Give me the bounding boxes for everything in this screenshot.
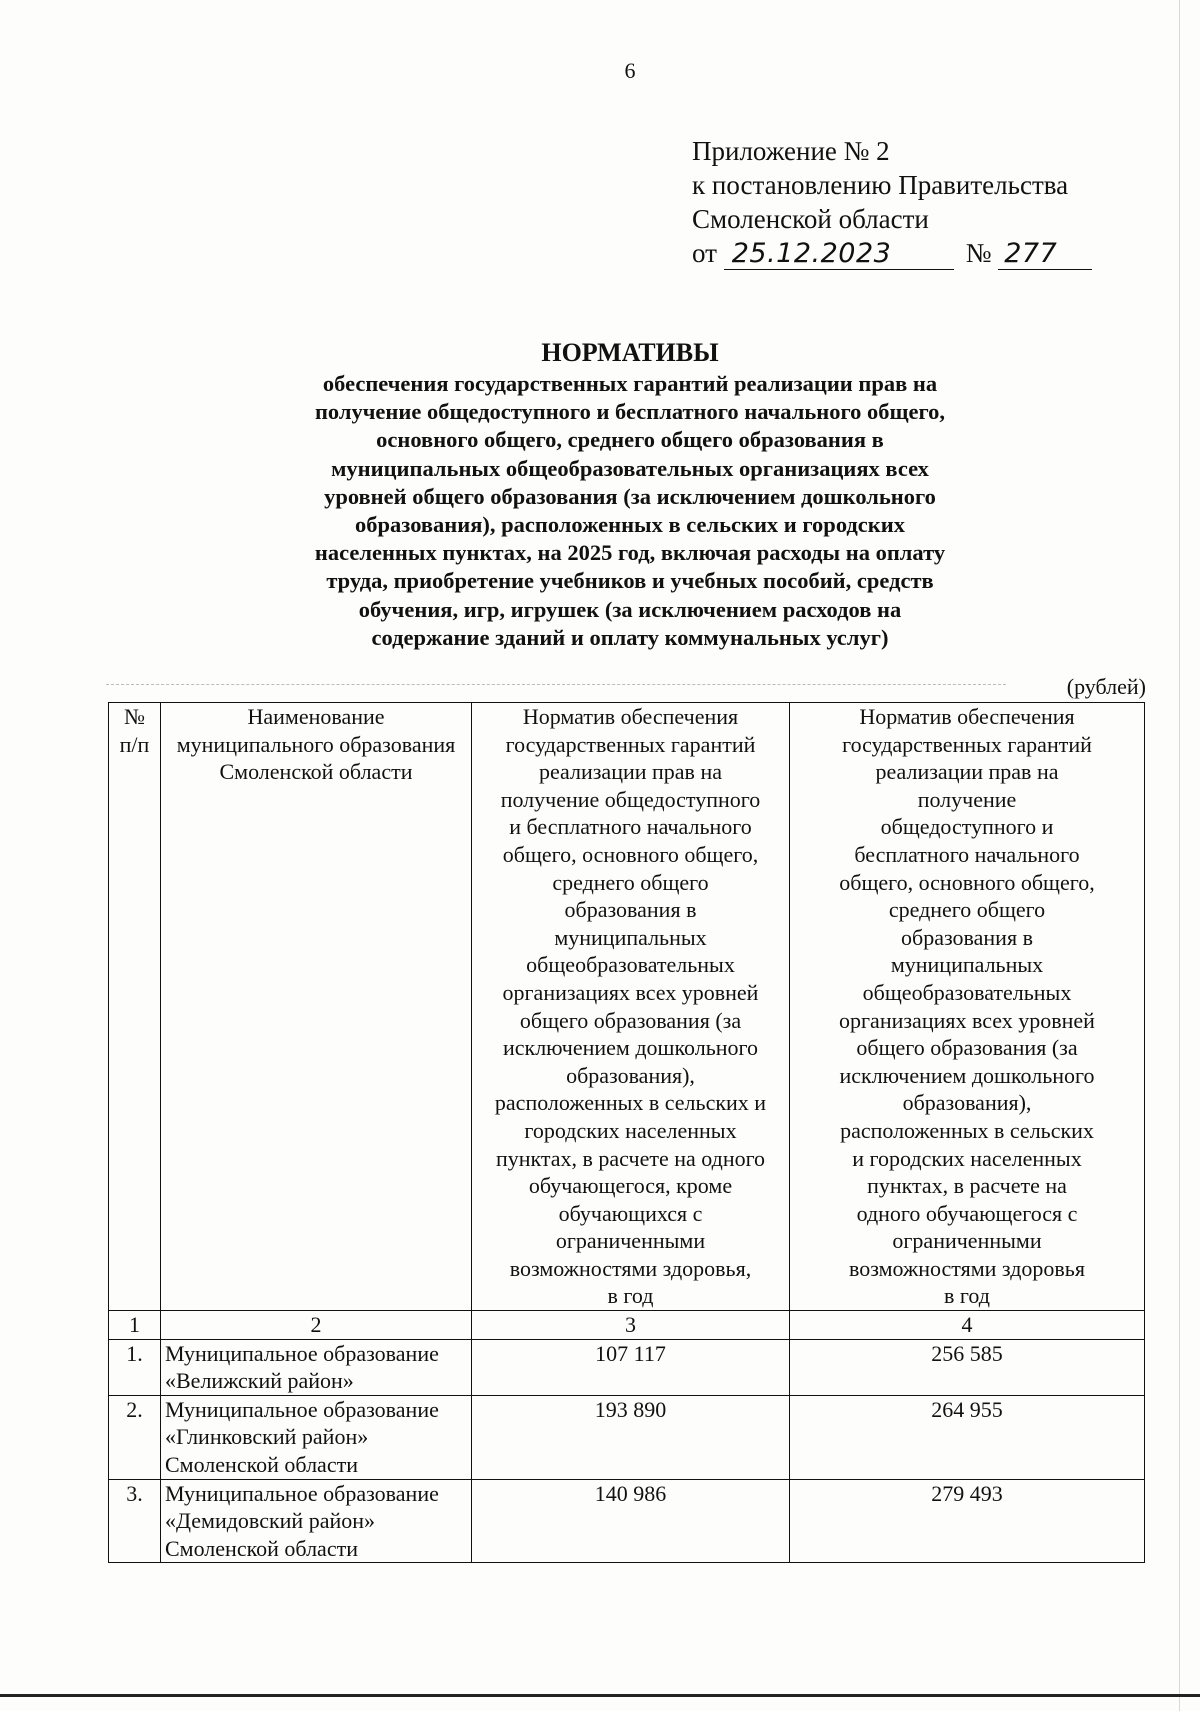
subtitle-line: образования), расположенных в сельских и городских — [355, 512, 905, 538]
header-line: Наименование — [247, 704, 385, 729]
page-edge-shadow — [1179, 0, 1180, 1711]
header-line: городских населенных — [524, 1117, 737, 1143]
header-line: образования в — [901, 924, 1033, 950]
header-line: получение — [917, 786, 1017, 812]
header-line: расположенных в сельских и — [494, 1090, 767, 1116]
page-number: 6 — [624, 58, 636, 83]
document-heading — [260, 336, 1000, 652]
header-line: среднего общего — [552, 869, 709, 895]
norm-disabilities-value: 264 955 — [790, 1395, 1145, 1479]
subtitle-line: содержание зданий и оплату коммунальных услуг) — [371, 624, 889, 650]
norms-table — [108, 702, 1145, 1563]
header-line: исключением дошкольного — [502, 1035, 759, 1061]
table-header-row — [109, 703, 1145, 1311]
subtitle-line: населенных пунктах, на 2025 год, включая расходы на оплату — [314, 540, 946, 566]
document-subtitle — [260, 370, 1000, 652]
header-line: пунктах, в расчете на — [867, 1173, 1067, 1199]
header-line: муниципальных — [890, 952, 1044, 978]
number-label: № — [965, 238, 992, 268]
appendix-date-number-line — [692, 236, 1092, 270]
subtitle-line: получение общедоступного и бесплатного начального общего, — [314, 399, 946, 425]
municipality-name — [161, 1395, 472, 1479]
header-line: получение общедоступного — [500, 786, 761, 812]
column-number: 4 — [790, 1311, 1145, 1340]
scan-bottom-edge — [0, 1694, 1200, 1697]
subtitle-line: обеспечения государственных гарантий реализации прав на — [322, 371, 938, 396]
header-line: расположенных в сельских — [840, 1117, 1094, 1143]
header-norm-general — [472, 703, 790, 1311]
subtitle-line: труда, приобретение учебников и учебных пособий, средств — [326, 568, 934, 594]
header-line: Норматив обеспечения — [859, 704, 1075, 729]
subtitle-line: муниципальных общеобразовательных организациях всех — [331, 455, 929, 481]
municipality-name — [161, 1479, 472, 1563]
header-line: № — [124, 704, 145, 729]
table-row — [109, 1479, 1145, 1563]
header-line: общего, основного общего, — [502, 841, 759, 867]
column-number: 1 — [109, 1311, 161, 1340]
appendix-line-3: Смоленской области — [692, 204, 929, 234]
header-line: государственных гарантий — [505, 731, 756, 757]
municipality-name-line: Муниципальное образование — [165, 1480, 439, 1506]
municipality-name-line: «Глинковский район» — [165, 1424, 369, 1450]
header-line: Норматив обеспечения — [522, 704, 739, 729]
header-line: ограниченными — [555, 1228, 706, 1254]
header-line: реализации прав на — [539, 759, 722, 785]
header-line: образования в — [564, 897, 697, 923]
norm-general-value: 107 117 — [472, 1339, 790, 1395]
table-row — [109, 1339, 1145, 1395]
municipality-name — [161, 1339, 472, 1395]
header-number — [109, 703, 161, 1311]
header-line: общеобразовательных — [862, 979, 1072, 1005]
column-numbers-row — [109, 1311, 1145, 1340]
header-line: образования), — [902, 1090, 1032, 1116]
header-line: образования), — [566, 1062, 695, 1088]
header-line: п/п — [119, 731, 150, 757]
header-line: общеобразовательных — [526, 952, 735, 978]
handwritten-number: 277 — [998, 239, 1092, 270]
header-line: Смоленской области — [219, 759, 413, 785]
header-line: организациях всех уровней — [839, 1007, 1095, 1033]
header-norm-disabilities — [790, 703, 1145, 1311]
row-index: 2. — [109, 1395, 161, 1479]
norm-general-value: 140 986 — [472, 1479, 790, 1563]
subtitle-line: уровней общего образования (за исключением дошкольного — [324, 483, 936, 509]
column-number: 3 — [472, 1311, 790, 1340]
header-line: ограниченными — [892, 1228, 1042, 1254]
header-line: одного обучающегося с — [856, 1200, 1078, 1226]
subtitle-line: основного общего, среднего общего образования в — [376, 427, 884, 453]
norm-general-value: 193 890 — [472, 1395, 790, 1479]
header-line: реализации прав на — [875, 759, 1059, 785]
header-line: обучающегося, кроме — [528, 1173, 733, 1199]
header-line: возможностями здоровья, — [509, 1255, 752, 1281]
header-line: общего образования (за — [519, 1007, 742, 1033]
subtitle-line: обучения, игр, игрушек (за исключением расходов на — [358, 596, 902, 622]
norm-disabilities-value: 256 585 — [790, 1339, 1145, 1395]
document-title: НОРМАТИВЫ — [541, 338, 719, 367]
header-line: возможностями здоровья — [849, 1255, 1085, 1281]
units-label: (рублей) — [1066, 674, 1146, 699]
header-line: исключением дошкольного — [839, 1062, 1095, 1088]
municipality-name-line: Муниципальное образование — [165, 1396, 439, 1422]
appendix-block — [692, 134, 1092, 270]
scan-artifact-rule — [106, 684, 1006, 686]
from-label: от — [692, 238, 717, 268]
appendix-line-1: Приложение № 2 — [692, 136, 890, 166]
header-line: общего, основного общего, — [839, 869, 1095, 895]
header-municipality-name — [161, 703, 472, 1311]
header-line: общедоступного и — [880, 814, 1054, 840]
municipality-name-line: Муниципальное образование — [165, 1340, 439, 1366]
header-line: муниципального образования — [176, 731, 456, 757]
norm-disabilities-value: 279 493 — [790, 1479, 1145, 1563]
header-line: и бесплатного начального — [509, 814, 752, 840]
municipality-name-line: Смоленской области — [165, 1452, 358, 1478]
column-number: 2 — [161, 1311, 472, 1340]
municipality-name-line: Смоленской области — [165, 1535, 358, 1561]
header-line: обучающихся с — [558, 1200, 703, 1226]
appendix-line-2: к постановлению Правительства — [692, 170, 1069, 200]
header-line: среднего общего — [888, 897, 1046, 923]
header-line: государственных гарантий — [842, 731, 1092, 757]
header-line: бесплатного начального — [854, 841, 1080, 867]
handwritten-date: 25.12.2023 — [724, 239, 954, 270]
table-row — [109, 1395, 1145, 1479]
header-line: и городских населенных — [852, 1145, 1082, 1171]
header-line: в год — [944, 1283, 990, 1309]
header-line: в год — [607, 1283, 654, 1309]
header-line: организациях всех уровней — [502, 979, 759, 1005]
header-line: пунктах, в расчете на одного — [495, 1145, 766, 1171]
municipality-name-line: «Велижский район» — [165, 1368, 354, 1394]
municipality-name-line: «Демидовский район» — [165, 1508, 375, 1534]
header-line: общего образования (за — [856, 1035, 1078, 1061]
row-index: 3. — [109, 1479, 161, 1563]
header-line: муниципальных — [554, 924, 707, 950]
row-index: 1. — [109, 1339, 161, 1395]
